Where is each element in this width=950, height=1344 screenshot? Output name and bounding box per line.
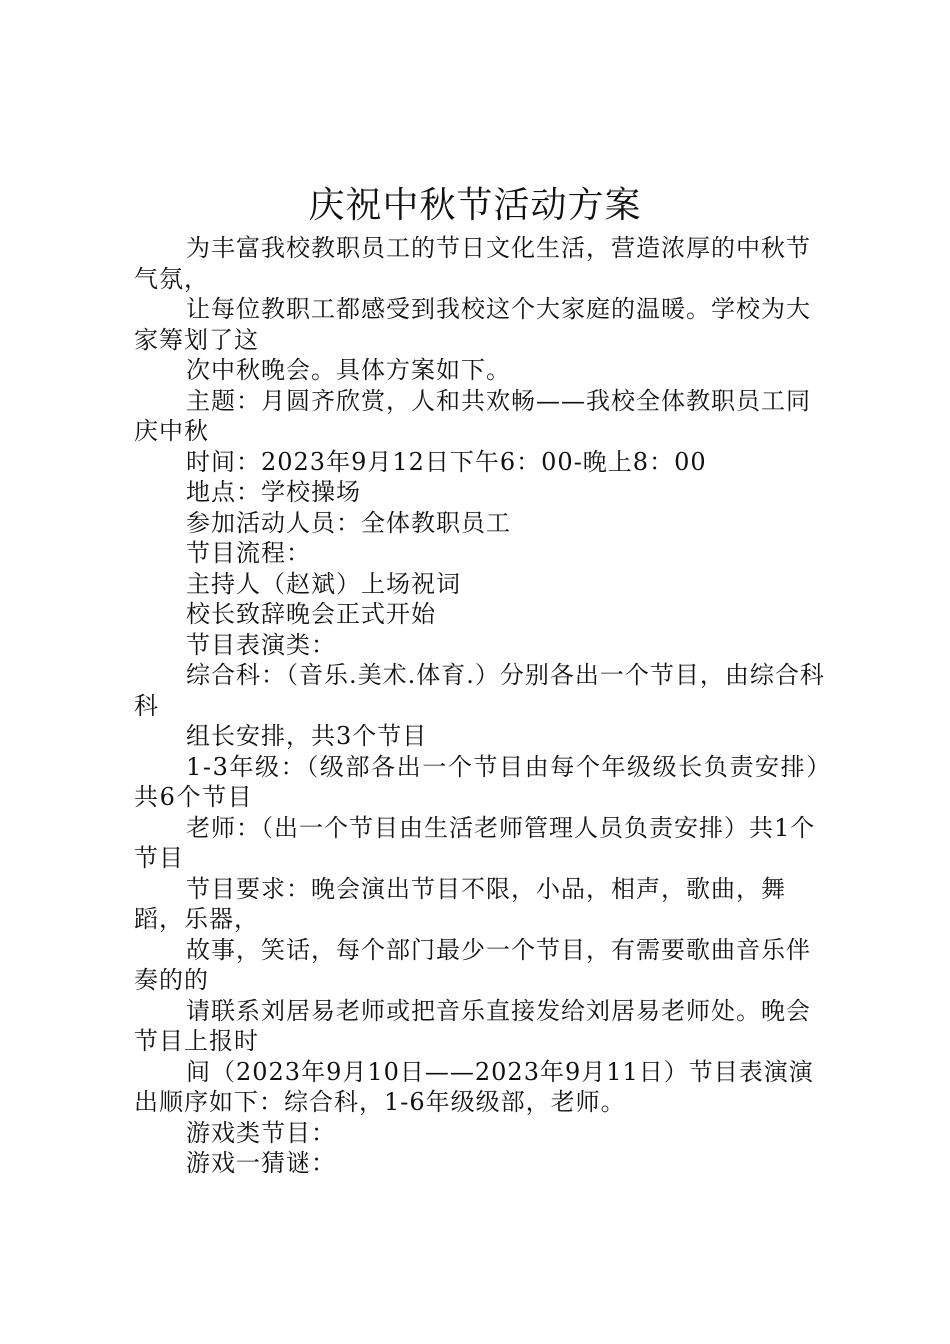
paragraph: 请联系刘居易老师或把音乐直接发给刘居易老师处。晚会节目上报时 xyxy=(134,996,811,1055)
paragraph: 主持人（赵斌）上场祝词 xyxy=(186,569,461,598)
paragraph: 1-3年级：（级部各出一个节目由每个年级级长负责安排）共6个节目 xyxy=(134,752,832,811)
paragraph: 故事，笑话，每个部门最少一个节目，有需要歌曲音乐伴奏的的 xyxy=(134,935,811,994)
paragraph: 地点：学校操场 xyxy=(186,478,361,506)
paragraph: 参加活动人员：全体教职员工 xyxy=(186,508,511,537)
document-title: 庆祝中秋节活动方案 xyxy=(308,185,642,226)
paragraph: 间（2023年9月10日——2023年9月11日）节目表演演出顺序如下：综合科，1-6年级级部，老师。 xyxy=(134,1057,814,1116)
paragraph: 游戏一猜谜： xyxy=(186,1149,336,1177)
paragraph: 综合科：（音乐.美术.体育.）分别各出一个节目，由综合科科 xyxy=(134,661,825,720)
paragraph: 节目要求：晚会演出节目不限，小品，相声，歌曲，舞蹈，乐器， xyxy=(134,874,786,933)
paragraph: 老师：（出一个节目由生活老师管理人员负责安排）共1个节目 xyxy=(134,813,816,872)
paragraph: 次中秋晚会。具体方案如下。 xyxy=(186,356,511,384)
document-body xyxy=(134,233,834,1179)
paragraph: 组长安排，共3个节目 xyxy=(186,722,428,750)
paragraph: 游戏类节目： xyxy=(186,1118,336,1147)
paragraph: 时间：2023年9月12日下午6：00-晚上8：00 xyxy=(186,447,707,476)
paragraph: 节目流程： xyxy=(186,539,311,567)
paragraph: 为丰富我校教职员工的节日文化生活，营造浓厚的中秋节气氛， xyxy=(134,234,811,293)
paragraph: 让每位教职工都感受到我校这个大家庭的温暖。学校为大家筹划了这 xyxy=(134,295,811,354)
paragraph: 校长致辞晚会正式开始 xyxy=(186,600,436,628)
paragraph: 节目表演类： xyxy=(186,630,336,659)
paragraph: 主题：月圆齐欣赏，人和共欢畅——我校全体教职员工同庆中秋 xyxy=(134,386,811,445)
